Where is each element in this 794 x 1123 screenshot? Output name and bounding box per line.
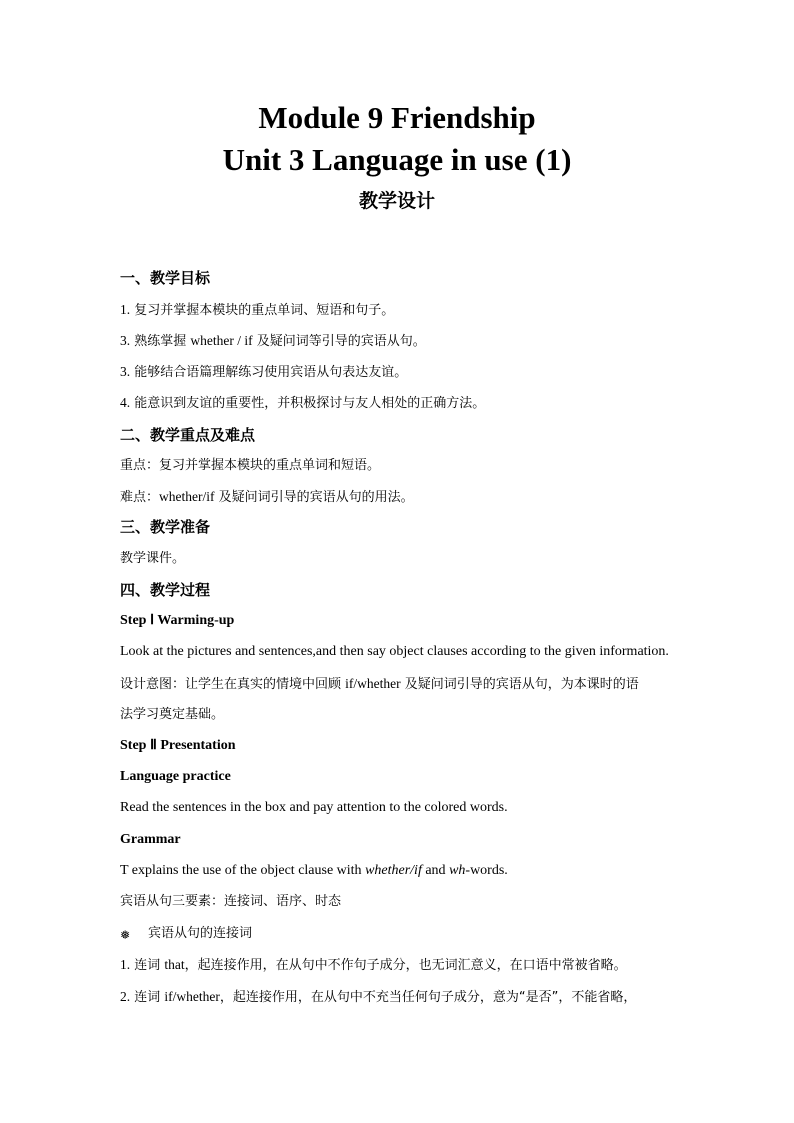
- language-practice-text: Read the sentences in the box and pay attention to the colored words.: [120, 800, 508, 815]
- goal-item-2: 3. 熟练掌握 whether / if 及疑问词等引导的宾语从句。: [120, 333, 426, 349]
- step2-title: Step Ⅱ Presentation: [120, 738, 236, 753]
- key-point: 重点：复习并掌握本模块的重点单词和短语。: [120, 458, 381, 473]
- conjunction-heading: 宾语从句的连接词: [148, 926, 253, 941]
- design-intent-line2: 法学习奠定基础。: [120, 707, 225, 722]
- section3-heading: 三、教学准备: [120, 518, 211, 536]
- design-intent-line1: 设计意图：让学生在真实的情境中回顾 if/whether 及疑问词引导的宾语从句，为本课时的语: [120, 676, 639, 692]
- goal-item-1: 1. 复习并掌握本模块的重点单词、短语和句子。: [120, 302, 395, 318]
- language-practice-title: Language practice: [120, 769, 231, 784]
- goal-item-3: 3. 能够结合语篇理解练习使用宾语从句表达友谊。: [120, 364, 408, 380]
- subtitle: 教学设计: [358, 190, 435, 212]
- grammar-text: T explains the use of the object clause with whether/if and wh-words.: [120, 863, 508, 878]
- rule-2: 2. 连词 if/whether，起连接作用，在从句中不充当任何句子成分，意为“是否”，不能省略，: [120, 989, 637, 1005]
- difficult-point: 难点：whether/if 及疑问词引导的宾语从句的用法。: [120, 489, 414, 505]
- grammar-title: Grammar: [120, 832, 181, 847]
- step1-text: Look at the pictures and sentences,and then say object clauses according to the given information.: [120, 644, 669, 659]
- section4-heading: 四、教学过程: [120, 581, 211, 599]
- preparation-text: 教学课件。: [120, 551, 186, 566]
- section2-heading: 二、教学重点及难点: [120, 426, 256, 444]
- title-line-2: Unit 3 Language in use (1): [222, 142, 572, 177]
- rule-1: 1. 连词 that，起连接作用，在从句中不作句子成分，也无词汇意义，在口语中常被省略。: [120, 957, 627, 973]
- title-line-1: Module 9 Friendship: [258, 100, 536, 135]
- step1-title: Step Ⅰ Warming-up: [120, 613, 235, 628]
- three-elements: 宾语从句三要素：连接词、语序、时态: [120, 894, 342, 909]
- snowflake-bullet-icon: ❅: [120, 928, 131, 942]
- goal-item-4: 4. 能意识到友谊的重要性，并积极探讨与友人相处的正确方法。: [120, 395, 486, 411]
- section1-heading: 一、教学目标: [120, 269, 211, 287]
